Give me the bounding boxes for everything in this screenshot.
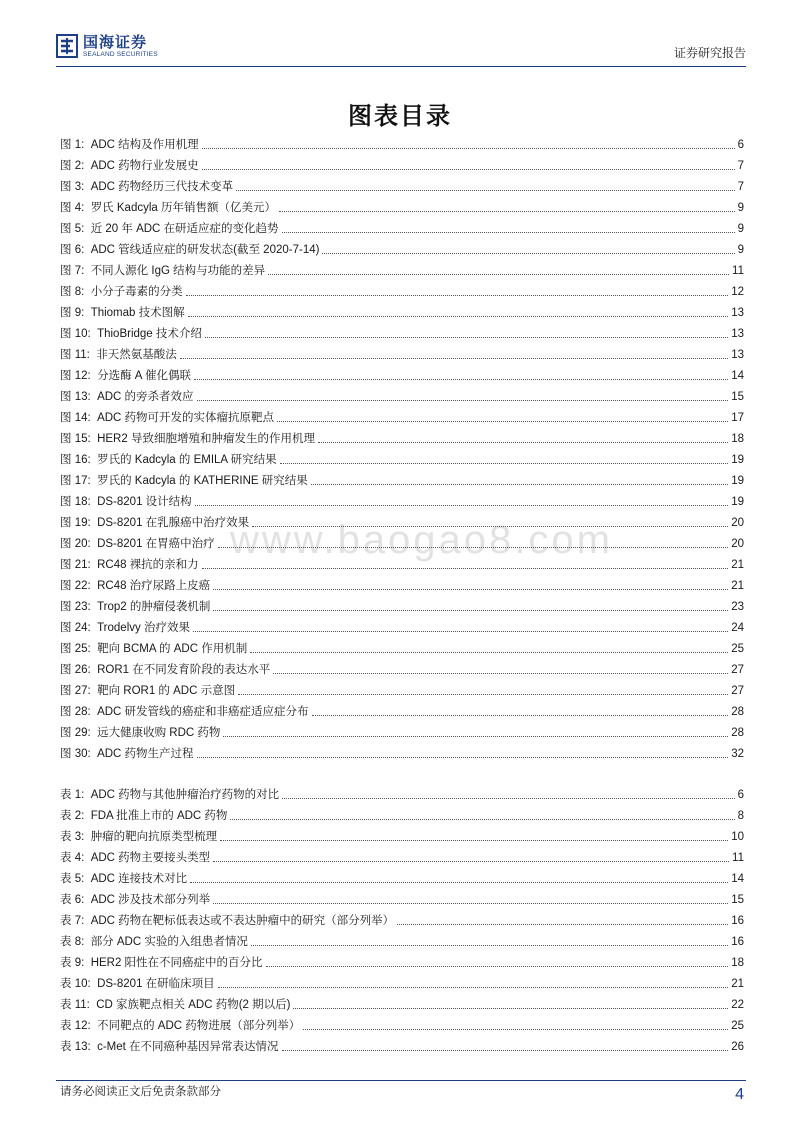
- entry-label: 图 13:: [60, 391, 91, 403]
- entry-label: 表 7:: [60, 915, 85, 927]
- entry-caption: HER2 导致细胞增殖和肿瘤发生的作用机理: [97, 433, 315, 445]
- entry-label: 图 26:: [60, 664, 91, 676]
- dot-leader: [202, 169, 735, 170]
- page-title: 图表目录: [348, 102, 452, 130]
- entry-page: 32: [731, 748, 744, 760]
- entry-label: 表 4:: [60, 852, 85, 864]
- entry-caption: 分选酶 A 催化偶联: [97, 370, 192, 382]
- entry-page: 9: [737, 223, 744, 235]
- entry-page: 19: [731, 454, 744, 466]
- dot-leader: [282, 232, 735, 233]
- entry-label: 图 21:: [60, 559, 91, 571]
- entry-label: 表 11:: [60, 999, 90, 1011]
- entry-label: 图 5:: [60, 223, 85, 235]
- dot-leader: [277, 421, 728, 422]
- entry-label: 表 5:: [60, 873, 85, 885]
- dot-leader: [193, 631, 728, 632]
- entry-caption: DS-8201 设计结构: [97, 496, 192, 508]
- entry-page: 14: [731, 370, 744, 382]
- entry-page: 7: [737, 160, 744, 172]
- figure-entry[interactable]: [60, 594, 744, 615]
- figure-entry[interactable]: [60, 363, 744, 384]
- figure-entry[interactable]: [60, 447, 744, 468]
- entry-caption: 不同人源化 IgG 结构与功能的差异: [90, 265, 266, 277]
- entry-page: 15: [731, 894, 744, 906]
- dot-leader: [195, 505, 729, 506]
- figure-entry[interactable]: [60, 720, 744, 741]
- entry-caption: DS-8201 在研临床项目: [97, 978, 215, 990]
- dot-leader: [268, 274, 729, 275]
- entry-label: 图 10:: [60, 328, 91, 340]
- entry-label: 图 25:: [60, 643, 91, 655]
- figure-entry[interactable]: [60, 300, 744, 321]
- figure-entry[interactable]: [60, 132, 744, 153]
- entry-caption: ROR1 在不同发育阶段的表达水平: [97, 664, 271, 676]
- dot-leader: [220, 840, 728, 841]
- entry-page: 9: [737, 244, 744, 256]
- footer-divider: [56, 1080, 746, 1081]
- entry-caption: ADC 研发管线的癌症和非癌症适应症分布: [97, 706, 309, 718]
- figure-entry[interactable]: [60, 321, 744, 342]
- table-entry[interactable]: [60, 782, 744, 803]
- dot-leader: [194, 379, 728, 380]
- entry-caption: 远大健康收购 RDC 药物: [97, 727, 221, 739]
- page-number: 4: [735, 1086, 744, 1103]
- entry-caption: ADC 药物经历三代技术变革: [90, 181, 234, 193]
- entry-label: 表 13:: [60, 1041, 91, 1053]
- entry-caption: ADC 涉及技术部分列举: [90, 894, 211, 906]
- dot-leader: [236, 190, 734, 191]
- entry-label: 表 3:: [60, 831, 85, 843]
- entry-page: 13: [731, 328, 744, 340]
- entry-label: 图 1:: [60, 139, 85, 151]
- entry-caption: Thiomab 技术图解: [90, 307, 185, 319]
- entry-caption: ADC 药物与其他肿瘤治疗药物的对比: [90, 789, 280, 801]
- entry-caption: ADC 药物可开发的实体瘤抗原靶点: [97, 412, 275, 424]
- sealand-logo-icon: [56, 34, 78, 58]
- dot-leader: [280, 463, 729, 464]
- entry-page: 19: [731, 496, 744, 508]
- entry-page: 23: [731, 601, 744, 613]
- entry-caption: 罗氏 Kadcyla 历年销售额（亿美元）: [90, 202, 276, 214]
- figure-entry[interactable]: [60, 342, 744, 363]
- entry-page: 15: [731, 391, 744, 403]
- entry-page: 16: [731, 915, 744, 927]
- figure-entry[interactable]: [60, 405, 744, 426]
- dot-leader: [238, 694, 728, 695]
- entry-caption: Trop2 的肿瘤侵袭机制: [97, 601, 211, 613]
- brand-name-cn: 国海证券: [83, 33, 148, 51]
- entry-caption: RC48 治疗尿路上皮癌: [97, 580, 211, 592]
- table-entry[interactable]: [60, 866, 744, 887]
- entry-label: 图 30:: [60, 748, 91, 760]
- entry-label: 图 4:: [60, 202, 85, 214]
- entry-label: 图 14:: [60, 412, 91, 424]
- dot-leader: [303, 1029, 728, 1030]
- entry-page: 6: [737, 139, 744, 151]
- entry-caption: 罗氏的 Kadcyla 的 EMILA 研究结果: [97, 454, 277, 466]
- entry-caption: ADC 管线适应症的研发状态(截至 2020-7-14): [90, 244, 320, 256]
- entry-page: 26: [731, 1041, 744, 1053]
- figure-entry[interactable]: [60, 153, 744, 174]
- dot-leader: [213, 903, 728, 904]
- entry-page: 13: [731, 349, 744, 361]
- entry-caption: 不同靶点的 ADC 药物进展（部分列举）: [97, 1020, 301, 1032]
- entry-page: 17: [731, 412, 744, 424]
- entry-label: 图 7:: [60, 265, 85, 277]
- dot-leader: [223, 736, 728, 737]
- figure-entry[interactable]: [60, 279, 744, 300]
- entry-page: 28: [731, 706, 744, 718]
- entry-caption: ADC 药物生产过程: [97, 748, 194, 760]
- entry-page: 16: [731, 936, 744, 948]
- entry-caption: ADC 药物在靶标低表达或不表达肿瘤中的研究（部分列举）: [90, 915, 395, 927]
- entry-caption: 肿瘤的靶向抗原类型梳理: [90, 831, 218, 843]
- page-header: [56, 34, 746, 68]
- entry-caption: ADC 连接技术对比: [90, 873, 188, 885]
- entry-label: 图 23:: [60, 601, 91, 613]
- dot-leader: [322, 253, 734, 254]
- table-entry[interactable]: [60, 803, 744, 824]
- dot-leader: [197, 757, 729, 758]
- entry-label: 图 19:: [60, 517, 91, 529]
- entry-label: 图 27:: [60, 685, 91, 697]
- entry-caption: 罗氏的 Kadcyla 的 KATHERINE 研究结果: [97, 475, 308, 487]
- dot-leader: [252, 526, 728, 527]
- entry-caption: 靶向 ROR1 的 ADC 示意图: [97, 685, 236, 697]
- figure-entry[interactable]: [60, 510, 744, 531]
- dot-leader: [213, 589, 728, 590]
- dot-leader: [213, 610, 728, 611]
- report-type: 证券研究报告: [673, 46, 746, 60]
- entry-caption: c-Met 在不同癌种基因异常表达情况: [97, 1041, 279, 1053]
- entry-label: 表 1:: [60, 789, 85, 801]
- table-entry[interactable]: [60, 1013, 744, 1034]
- dot-leader: [282, 1050, 729, 1051]
- entry-page: 21: [731, 559, 744, 571]
- entry-caption: 靶向 BCMA 的 ADC 作用机制: [97, 643, 248, 655]
- entry-label: 图 24:: [60, 622, 91, 634]
- entry-page: 9: [737, 202, 744, 214]
- dot-leader: [218, 987, 729, 988]
- dot-leader: [186, 295, 729, 296]
- dot-leader: [190, 882, 728, 883]
- entry-page: 21: [731, 580, 744, 592]
- entry-label: 图 28:: [60, 706, 91, 718]
- entry-label: 图 16:: [60, 454, 91, 466]
- figure-entry[interactable]: [60, 573, 744, 594]
- entry-caption: DS-8201 在胃癌中治疗: [97, 538, 215, 550]
- entry-label: 图 9:: [60, 307, 85, 319]
- disclaimer-note: 请务必阅读正文后免责条款部分: [60, 1084, 221, 1098]
- dot-leader: [197, 400, 729, 401]
- entry-label: 表 8:: [60, 936, 85, 948]
- entry-label: 图 12:: [60, 370, 91, 382]
- figure-entry[interactable]: [60, 615, 744, 636]
- entry-label: 表 12:: [60, 1020, 91, 1032]
- entry-label: 图 8:: [60, 286, 85, 298]
- dot-leader: [180, 358, 728, 359]
- entry-page: 13: [731, 307, 744, 319]
- entry-page: 14: [731, 873, 744, 885]
- entry-label: 表 2:: [60, 810, 85, 822]
- figure-entry[interactable]: [60, 237, 744, 258]
- entry-label: 表 9:: [60, 957, 85, 969]
- entry-label: 图 17:: [60, 475, 91, 487]
- entry-label: 图 18:: [60, 496, 91, 508]
- entry-page: 24: [731, 622, 744, 634]
- dot-leader: [250, 652, 728, 653]
- entry-page: 8: [737, 810, 744, 822]
- watermark: www.baogao8.com: [230, 518, 613, 562]
- figure-entry[interactable]: [60, 531, 744, 552]
- entry-caption: ADC 的旁杀者效应: [97, 391, 194, 403]
- table-entry[interactable]: [60, 1034, 744, 1055]
- entry-caption: Trodelvy 治疗效果: [97, 622, 190, 634]
- entry-label: 图 2:: [60, 160, 85, 172]
- dot-leader: [266, 966, 729, 967]
- entry-label: 图 11:: [60, 349, 90, 361]
- table-entry[interactable]: [60, 929, 744, 950]
- figure-entry[interactable]: [60, 699, 744, 720]
- table-entry[interactable]: [60, 908, 744, 929]
- entry-page: 27: [731, 685, 744, 697]
- entry-label: 图 6:: [60, 244, 85, 256]
- entry-caption: 近 20 年 ADC 在研适应症的变化趋势: [90, 223, 279, 235]
- entry-label: 图 15:: [60, 433, 91, 445]
- figure-entry[interactable]: [60, 174, 744, 195]
- figure-entry[interactable]: [60, 258, 744, 279]
- dot-leader: [230, 819, 734, 820]
- entry-page: 11: [732, 265, 744, 277]
- figure-entry[interactable]: [60, 468, 744, 489]
- table-entry[interactable]: [60, 992, 744, 1013]
- entry-page: 12: [731, 286, 744, 298]
- table-entry[interactable]: [60, 950, 744, 971]
- figure-list: [60, 132, 744, 762]
- table-entry[interactable]: [60, 971, 744, 992]
- brand-logo: [56, 34, 158, 64]
- entry-page: 10: [731, 831, 744, 843]
- dot-leader: [202, 148, 735, 149]
- dot-leader: [251, 945, 728, 946]
- entry-page: 21: [731, 978, 744, 990]
- entry-label: 图 3:: [60, 181, 85, 193]
- dot-leader: [279, 211, 735, 212]
- entry-caption: CD 家族靶点相关 ADC 药物(2 期以后): [96, 999, 291, 1011]
- figure-entry[interactable]: [60, 216, 744, 237]
- entry-page: 11: [732, 852, 744, 864]
- figure-entry[interactable]: [60, 489, 744, 510]
- dot-leader: [318, 442, 728, 443]
- dot-leader: [218, 547, 729, 548]
- entry-label: 表 6:: [60, 894, 85, 906]
- figure-entry[interactable]: [60, 741, 744, 762]
- dot-leader: [273, 673, 728, 674]
- entry-caption: RC48 裸抗的亲和力: [97, 559, 199, 571]
- entry-label: 图 22:: [60, 580, 91, 592]
- entry-label: 图 20:: [60, 538, 91, 550]
- entry-caption: ADC 药物主要接头类型: [90, 852, 211, 864]
- table-entry[interactable]: [60, 824, 744, 845]
- entry-page: 28: [731, 727, 744, 739]
- entry-caption: HER2 阳性在不同癌症中的百分比: [90, 957, 263, 969]
- entry-caption: DS-8201 在乳腺癌中治疗效果: [97, 517, 250, 529]
- figure-entry[interactable]: [60, 678, 744, 699]
- dot-leader: [293, 1008, 728, 1009]
- entry-page: 19: [731, 475, 744, 487]
- table-list: [60, 782, 744, 1055]
- dot-leader: [312, 715, 729, 716]
- dot-leader: [282, 798, 734, 799]
- dot-leader: [397, 924, 728, 925]
- dot-leader: [202, 568, 729, 569]
- dot-leader: [205, 337, 728, 338]
- entry-caption: ThioBridge 技术介绍: [97, 328, 202, 340]
- entry-page: 22: [731, 999, 744, 1011]
- dot-leader: [311, 484, 728, 485]
- table-entry[interactable]: [60, 887, 744, 908]
- figure-entry[interactable]: [60, 636, 744, 657]
- entry-page: 25: [731, 643, 744, 655]
- entry-page: 18: [731, 957, 744, 969]
- figure-entry[interactable]: [60, 195, 744, 216]
- dot-leader: [188, 316, 729, 317]
- entry-caption: ADC 结构及作用机理: [90, 139, 199, 151]
- header-divider: [56, 66, 746, 67]
- figure-entry[interactable]: [60, 384, 744, 405]
- entry-page: 18: [731, 433, 744, 445]
- entry-caption: 小分子毒素的分类: [90, 286, 183, 298]
- entry-page: 20: [731, 538, 744, 550]
- entry-page: 25: [731, 1020, 744, 1032]
- entry-label: 表 10:: [60, 978, 91, 990]
- entry-page: 27: [731, 664, 744, 676]
- entry-label: 图 29:: [60, 727, 91, 739]
- entry-caption: ADC 药物行业发展史: [90, 160, 199, 172]
- dot-leader: [213, 861, 729, 862]
- entry-caption: FDA 批准上市的 ADC 药物: [90, 810, 228, 822]
- figure-entry[interactable]: [60, 657, 744, 678]
- entry-page: 6: [737, 789, 744, 801]
- entry-caption: 部分 ADC 实验的入组患者情况: [90, 936, 248, 948]
- figure-entry[interactable]: [60, 552, 744, 573]
- brand-name-en: SEALAND SECURITIES: [83, 51, 158, 58]
- figure-entry[interactable]: [60, 426, 744, 447]
- table-entry[interactable]: [60, 845, 744, 866]
- entry-page: 20: [731, 517, 744, 529]
- entry-page: 7: [737, 181, 744, 193]
- entry-caption: 非天然氨基酸法: [96, 349, 177, 361]
